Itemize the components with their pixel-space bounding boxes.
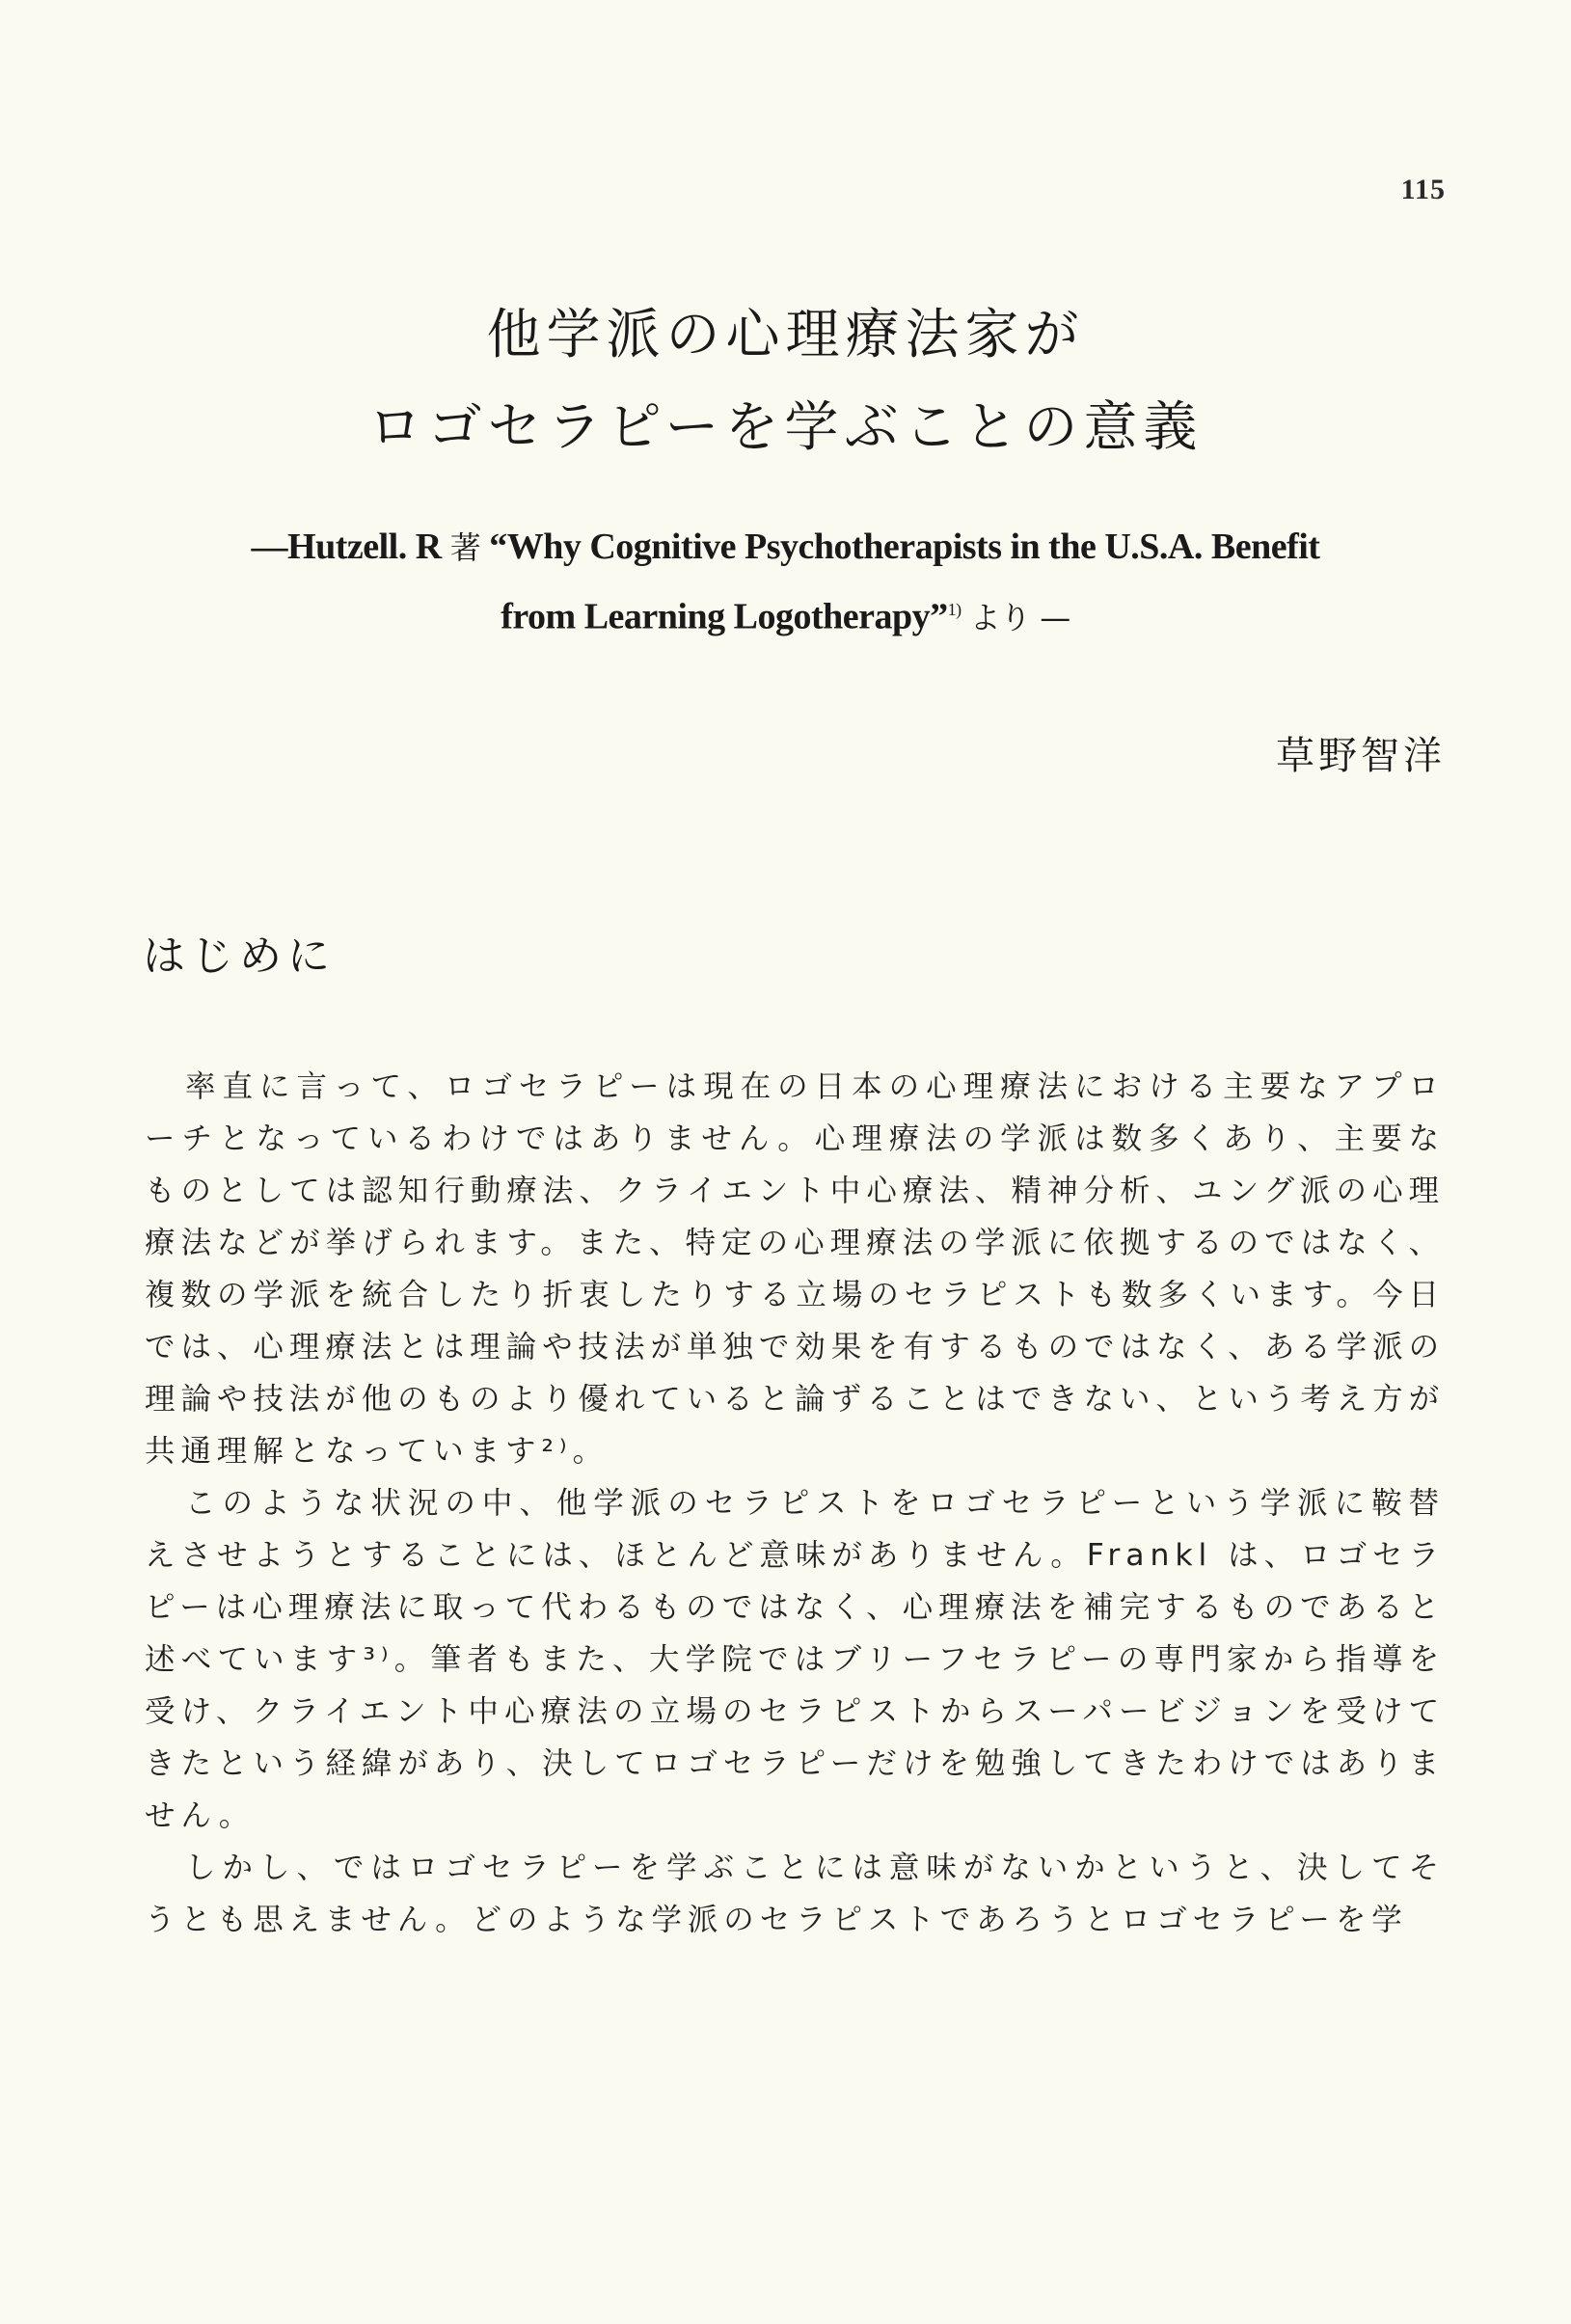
body-text (145, 1061, 1445, 1946)
author-name: 草野智洋 (1276, 734, 1446, 778)
article-title (0, 289, 1571, 474)
subtitle-footnote-ref: 1) (947, 600, 962, 619)
title-line-1: 他学派の心理療法家が (486, 304, 1085, 366)
subtitle-cho: 著 (449, 529, 481, 566)
subtitle-line-1 (0, 516, 1571, 579)
section-heading: はじめに (143, 932, 336, 981)
page-number: 115 (1400, 174, 1446, 205)
subtitle-prefix: —Hutzell. R (251, 527, 450, 567)
paragraph-3: しかし、ではロゴセラピーを学ぶことには意味がないかというと、決してそうとも思えません。どのような学派のセラピストであろうとロゴセラピーを学 (145, 1851, 1445, 1937)
paragraph-1: 率直に言って、ロゴセラピーは現在の日本の心理療法における主要なアプローチとなっているわけではありません。心理療法の学派は数多くあり、主要なものとしては認知行動療法、クライエント中心療法、精神分析、ユング派の心理療法などが挙げられます。また、特定の心理療法の学派に依拠するのではなく、複数の学派を統合したり折衷したりする立場のセラピストも数多くいます。今日では、心理療法とは理論や技法が単独で効果を有するものではなく、ある学派の理論や技法が他のものより優れていると論ずることはできない、という考え方が共通理解となっています²⁾。 (145, 1069, 1445, 1469)
title-line-2: ロゴセラピーを学ぶことの意義 (367, 396, 1204, 459)
subtitle-book-line-1: “Why Cognitive Psychotherapists in the U.S.A. Benefit (480, 527, 1320, 567)
subtitle-yori: より — (969, 599, 1070, 636)
paragraph-2: このような状況の中、他学派のセラピストをロゴセラピーという学派に鞍替えさせようとすることには、ほとんど意味がありません。Frankl は、ロゴセラピーは心理療法に取って代わるものではなく、心理療法を補完するものであると述べています³⁾。筆者もまた、大学院ではブリーフセラピーの専門家から指導を受け、クライエント中心療法の立場のセラピストからスーパービジョンを受けてきたという経緯があり、決してロゴセラピーだけを勉強してきたわけではありません。 (145, 1486, 1445, 1833)
subtitle-line-2 (0, 579, 1571, 649)
article-subtitle (0, 516, 1571, 649)
subtitle-book-line-2: from Learning Logotherapy” (501, 596, 948, 637)
